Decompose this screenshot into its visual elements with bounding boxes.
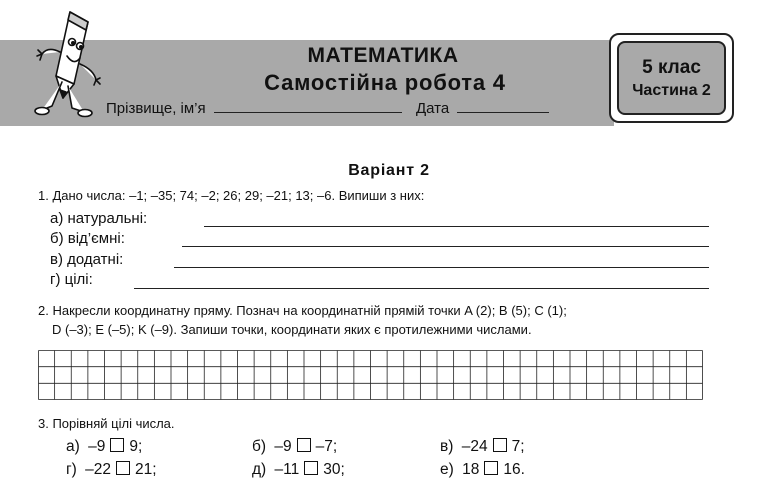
name-field[interactable]	[214, 98, 402, 113]
compare-item: в) –24 7;	[440, 438, 525, 455]
task1-item-a: а) натуральні:	[50, 210, 148, 227]
task1-item-c: в) додатні:	[50, 251, 124, 268]
pencil-mascot-icon	[30, 6, 110, 126]
task2-line2: D (–3); E (–5); K (–9). Запиши точки, координати яких є протилежними числами.	[52, 322, 532, 337]
grade-label: 5 клас	[642, 56, 701, 78]
date-field[interactable]	[457, 98, 549, 113]
subject-title: МАТЕМАТИКА	[307, 44, 459, 67]
date-label: Дата	[415, 100, 450, 117]
compare-item: б) –9 –7;	[252, 438, 338, 455]
answer-grid[interactable]	[38, 350, 703, 400]
compare-box[interactable]	[493, 438, 507, 452]
task1-item-d: г) цілі:	[50, 271, 93, 288]
compare-box[interactable]	[116, 461, 130, 475]
compare-box[interactable]	[484, 461, 498, 475]
part-label: Частина 2	[632, 81, 711, 99]
task1-answer-line-a[interactable]	[204, 226, 709, 227]
compare-box[interactable]	[110, 438, 124, 452]
task1-answer-line-b[interactable]	[182, 246, 709, 247]
task2-line1: 2. Накресли координатну пряму. Познач на координатній прямій точки A (2); B (5); C (1);	[38, 303, 567, 318]
compare-item: а) –9 9;	[66, 438, 143, 455]
name-date-line	[106, 98, 549, 117]
grade-badge	[609, 33, 734, 123]
compare-box[interactable]	[304, 461, 318, 475]
task3-text: 3. Порівняй цілі числа.	[38, 416, 175, 431]
task1-item-b: б) від’ємні:	[50, 230, 125, 247]
compare-box[interactable]	[297, 438, 311, 452]
task1-answer-line-d[interactable]	[134, 288, 709, 289]
name-label: Прізвище, ім’я	[106, 100, 206, 117]
compare-item: е) 18 16.	[440, 461, 525, 478]
work-title: Самостійна робота 4	[264, 70, 506, 95]
task1-answer-line-c[interactable]	[174, 267, 709, 268]
task1-text: 1. Дано числа: –1; –35; 74; –2; 26; 29; –21; 13; –6. Випиши з них:	[38, 188, 425, 203]
compare-item: г) –22 21;	[66, 461, 157, 478]
variant-title: Варіант 2	[348, 162, 430, 179]
compare-item: д) –11 30;	[252, 461, 345, 478]
